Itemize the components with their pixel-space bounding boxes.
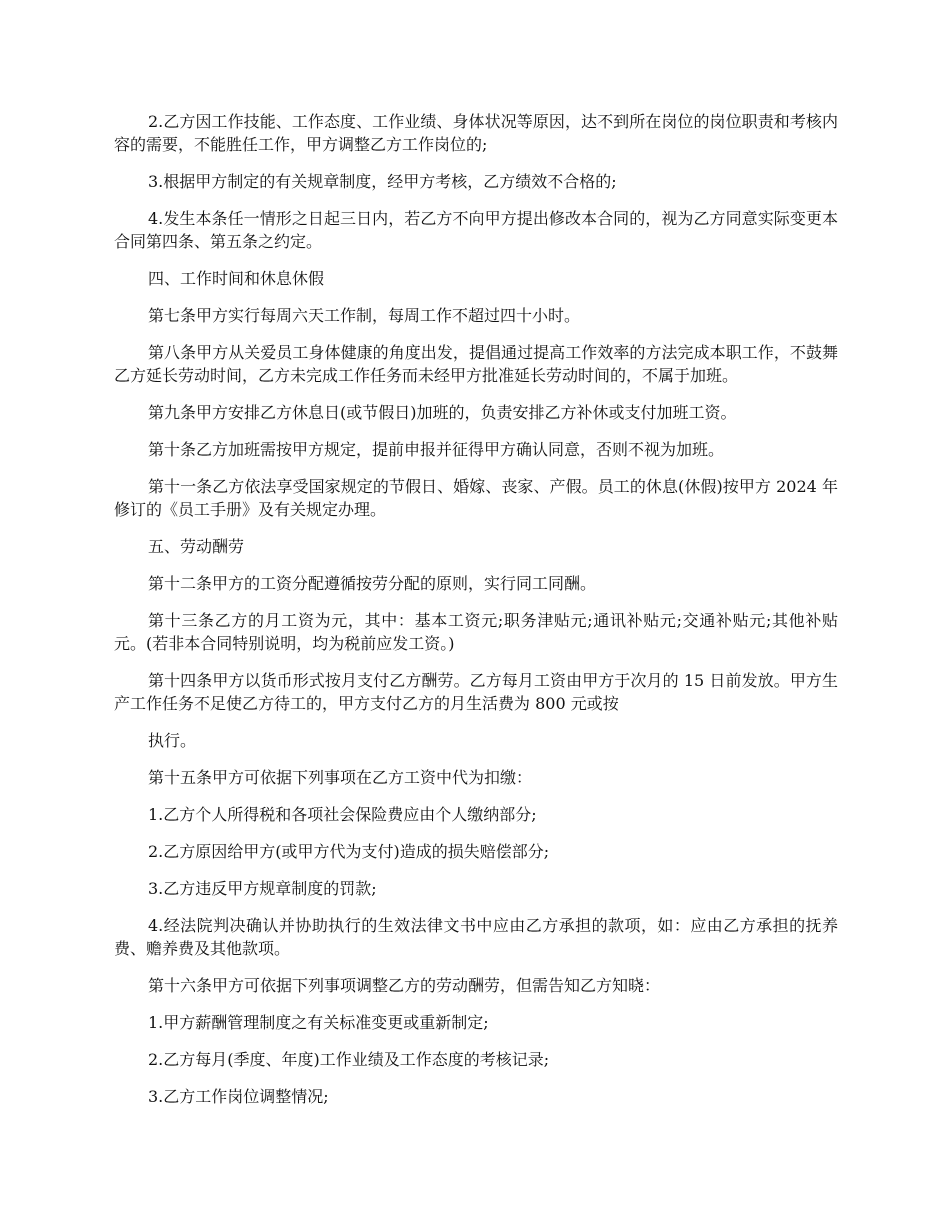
paragraph: 第十四条甲方以货币形式按月支付乙方酬劳。乙方每月工资由甲方于次月的 15 日前发放。甲方生产工作任务不足使乙方待工的，甲方支付乙方的月生活费为 800 元或按 — [114, 671, 838, 713]
list-item: 3.乙方违反甲方规章制度的罚款; — [148, 879, 377, 898]
document-body — [114, 110, 838, 1122]
list-item: 2.乙方原因给甲方(或甲方代为支付)造成的损失赔偿部分; — [148, 842, 550, 861]
list-item: 1.乙方个人所得税和各项社会保险费应由个人缴纳部分; — [148, 805, 537, 824]
paragraph: 2.乙方因工作技能、工作态度、工作业绩、身体状况等原因，达不到所在岗位的岗位职责和考核内容的需要，不能胜任工作，甲方调整乙方工作岗位的; — [114, 112, 838, 154]
section-heading: 四、工作时间和休息休假 — [148, 269, 325, 288]
list-item: 1.甲方薪酬管理制度之有关标准变更或重新制定; — [148, 1013, 489, 1032]
paragraph: 第十二条甲方的工资分配遵循按劳分配的原则，实行同工同酬。 — [148, 574, 597, 593]
paragraph: 第十一条乙方依法享受国家规定的节假日、婚嫁、丧家、产假。员工的休息(休假)按甲方 2024 年修订的《员工手册》及有关规定办理。 — [114, 477, 838, 519]
paragraph: 第七条甲方实行每周六天工作制，每周工作不超过四十小时。 — [148, 306, 581, 325]
section-heading: 五、劳动酬劳 — [148, 537, 245, 556]
paragraph: 第十六条甲方可依据下列事项调整乙方的劳动酬劳，但需告知乙方知晓： — [148, 976, 661, 995]
paragraph: 第十五条甲方可依据下列事项在乙方工资中代为扣缴： — [148, 768, 533, 787]
paragraph: 4.发生本条任一情形之日起三日内，若乙方不向甲方提出修改本合同的，视为乙方同意实际变更本合同第四条、第五条之约定。 — [114, 209, 838, 251]
paragraph: 执行。 — [148, 731, 197, 750]
paragraph: 第八条甲方从关爱员工身体健康的角度出发，提倡通过提高工作效率的方法完成本职工作，不鼓舞乙方延长劳动时间，乙方未完成工作任务而未经甲方批准延长劳动时间的，不属于加班。 — [114, 343, 838, 385]
list-item: 2.乙方每月(季度、年度)工作业绩及工作态度的考核记录; — [148, 1050, 550, 1069]
paragraph: 3.根据甲方制定的有关规章制度，经甲方考核，乙方绩效不合格的; — [148, 172, 617, 191]
list-item: 4.经法院判决确认并协助执行的生效法律文书中应由乙方承担的款项，如：应由乙方承担的抚养费、赡养费及其他款项。 — [114, 916, 838, 958]
list-item: 3.乙方工作岗位调整情况; — [148, 1087, 329, 1106]
paragraph: 第十三条乙方的月工资为元，其中：基本工资元;职务津贴元;通讯补贴元;交通补贴元;其他补贴元。(若非本合同特别说明，均为税前应发工资。) — [114, 611, 838, 653]
paragraph: 第十条乙方加班需按甲方规定，提前申报并征得甲方确认同意，否则不视为加班。 — [148, 440, 725, 459]
paragraph: 第九条甲方安排乙方休息日(或节假日)加班的，负责安排乙方补休或支付加班工资。 — [148, 403, 737, 422]
